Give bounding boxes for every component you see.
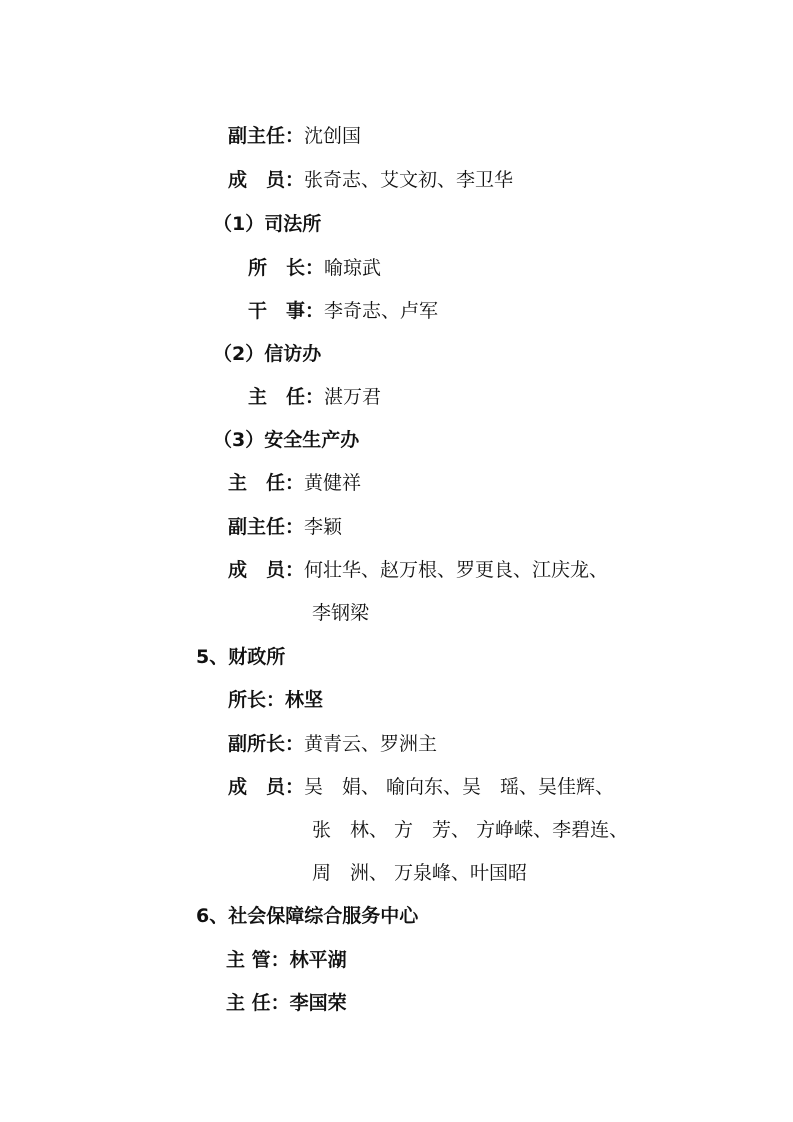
- judicial-director-label: 所 长：: [248, 257, 325, 279]
- judicial-staff-line: [248, 299, 438, 323]
- petition-director-label: 主 任：: [248, 386, 325, 408]
- social-director-line: [226, 991, 347, 1015]
- safety-members-label: 成 员：: [228, 559, 305, 581]
- finance-deputy-value: 黄青云、罗洲主: [304, 733, 438, 755]
- section-heading-safety: （3）安全生产办: [213, 429, 360, 451]
- social-director-label: 主 任：: [226, 992, 290, 1014]
- judicial-director-line: [248, 256, 381, 280]
- deputy-director-line: [228, 124, 361, 148]
- safety-deputy-label: 副主任：: [228, 516, 305, 538]
- safety-deputy-line: [228, 515, 342, 539]
- finance-members-continued-1: 张 林、 方 芳、 方峥嵘、李碧连、: [312, 819, 629, 841]
- social-supervisor-value: 林平湖: [289, 949, 347, 971]
- petition-director-line: [248, 385, 381, 409]
- finance-director-label: 所长：: [228, 689, 286, 711]
- safety-deputy-value: 李颖: [304, 516, 343, 538]
- judicial-director-value: 喻琼武: [324, 257, 382, 279]
- finance-members-continued-2: 周 洲、 万泉峰、叶国昭: [312, 862, 528, 884]
- finance-director-value: 林坚: [285, 689, 324, 711]
- safety-members-value: 何壮华、赵万根、罗更良、江庆龙、: [304, 559, 609, 581]
- safety-members-line: [228, 558, 608, 582]
- deputy-director-label: 副主任：: [228, 125, 305, 147]
- section-heading-social-security: 6、社会保障综合服务中心: [196, 905, 419, 927]
- section-heading-petition: （2）信访办: [213, 343, 322, 365]
- finance-deputy-label: 副所长：: [228, 733, 305, 755]
- finance-members-line: [228, 775, 614, 799]
- section-heading-judicial: （1）司法所: [213, 213, 322, 235]
- members-label: 成 员：: [228, 169, 305, 191]
- members-value: 张奇志、艾文初、李卫华: [304, 169, 514, 191]
- deputy-director-value: 沈创国: [304, 125, 362, 147]
- social-supervisor-label: 主 管：: [226, 949, 290, 971]
- finance-deputy-line: [228, 732, 437, 756]
- finance-members-value: 吴 娟、 喻向东、吴 瑶、吴佳辉、: [304, 776, 615, 798]
- section-heading-finance: 5、财政所: [196, 646, 286, 668]
- finance-director-line: [228, 688, 323, 712]
- judicial-staff-value: 李奇志、卢军: [324, 300, 439, 322]
- social-director-value: 李国荣: [289, 992, 347, 1014]
- safety-director-value: 黄健祥: [304, 472, 362, 494]
- safety-members-continued: 李钢梁: [312, 602, 370, 624]
- finance-members-label: 成 员：: [228, 776, 305, 798]
- members-line: [228, 168, 513, 192]
- social-supervisor-line: [226, 948, 347, 972]
- safety-director-line: [228, 471, 361, 495]
- petition-director-value: 湛万君: [324, 386, 382, 408]
- safety-director-label: 主 任：: [228, 472, 305, 494]
- judicial-staff-label: 干 事：: [248, 300, 325, 322]
